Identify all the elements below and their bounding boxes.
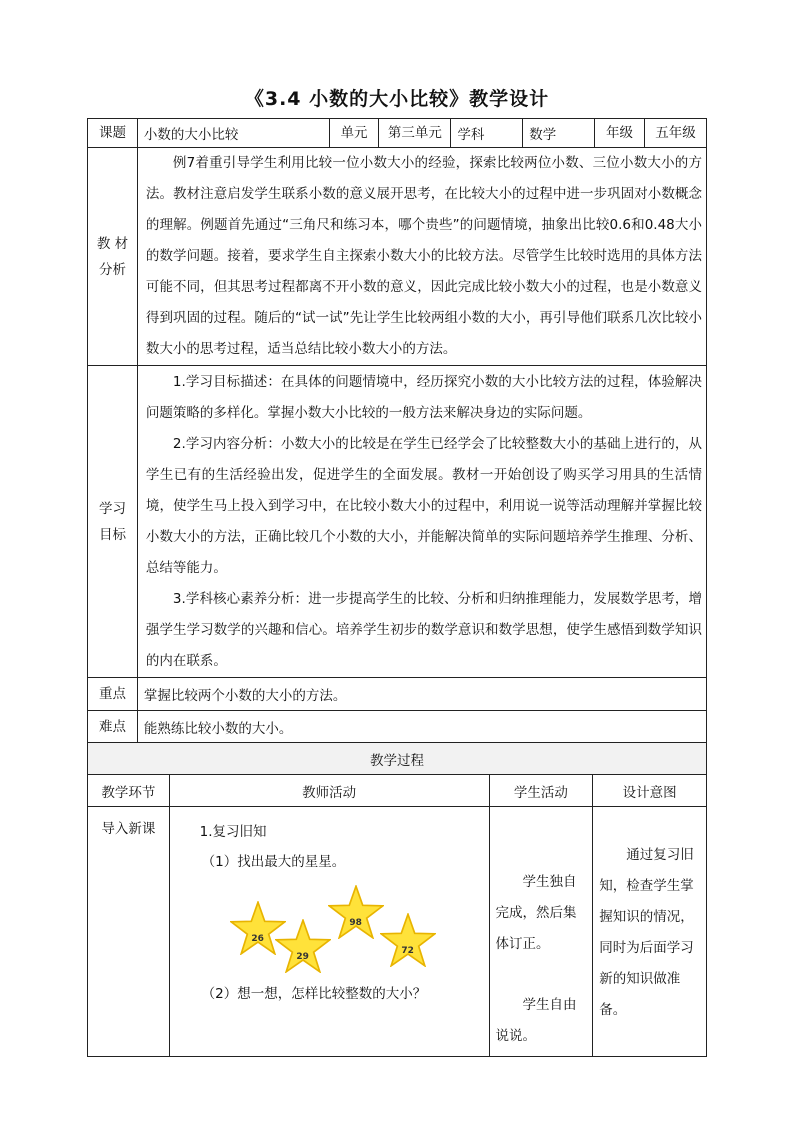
analysis-cell [137, 148, 706, 366]
col-teacher: 教师活动 [169, 775, 489, 807]
star-98[interactable] [328, 885, 384, 939]
subject-value: 数学 [523, 119, 595, 148]
teacher-cell [169, 807, 489, 1057]
difficulty-label: 难点 [88, 711, 138, 743]
analysis-label: 教 材 分析 [88, 148, 138, 366]
col-student: 学生活动 [489, 775, 593, 807]
goals-row [88, 366, 707, 678]
goals-cell [137, 366, 706, 678]
process-columns-row [88, 775, 707, 807]
topic-label: 课题 [88, 119, 138, 148]
topic-value: 小数的大小比较 [137, 119, 329, 148]
intent-cell: 通过复习旧知，检查学生掌握知识的情况，同时为后面学习新的知识做准备。 [593, 807, 707, 1057]
review-heading: 1.复习旧知 [199, 824, 267, 840]
stars-figure [230, 885, 450, 975]
student-activity-1: 学生独自完成，然后集体订正。 [495, 874, 577, 952]
stage-cell: 导入新课 [88, 807, 170, 1057]
difficulty-row [88, 711, 707, 743]
col-stage: 教学环节 [88, 775, 170, 807]
subject-label: 学科 [451, 119, 523, 148]
star-number: 26 [251, 934, 264, 944]
goal-paragraph-3: 3.学科核心素养分析：进一步提高学生的比较、分析和归纳推理能力，发展数学思考，增强学生学习数学的兴趣和信心。培养学生初步的数学意识和数学思想，使学生感悟到数学知识的内在联系。 [145, 590, 702, 669]
goal-paragraph-2: 2.学习内容分析：小数大小的比较是在学生已经学会了比较整数大小的基础上进行的，从学生已有的生活经验出发，促进学生的全面发展。教材一开始创设了购买学习用具的生活情境，使学生马上投入到学习中，在比较小数大小的过程中，利用说一说等活动理解并掌握比较小数大小的方法，正确比较几个小数的大小，并能解决简单的实际问题培养学生推理、分析、总结等能力。 [145, 435, 702, 576]
goal-paragraph-1: 1.学习目标描述：在具体的问题情境中，经历探究小数的大小比较方法的过程，体验解决问题策略的多样化。掌握小数大小比较的一般方法来解决身边的实际问题。 [145, 373, 702, 421]
intro-row [88, 807, 707, 1057]
goals-label: 学习 目标 [88, 366, 138, 678]
unit-value: 第三单元 [379, 119, 451, 148]
analysis-row [88, 148, 707, 366]
star-72[interactable] [380, 913, 436, 967]
process-table [87, 742, 707, 1057]
key-point-row [88, 678, 707, 711]
find-star-question: （1）找出最大的星星。 [201, 854, 346, 870]
student-activity-2: 学生自由说说。 [495, 997, 577, 1044]
info-row [88, 119, 707, 148]
col-intent: 设计意图 [593, 775, 707, 807]
document-title: 《3.4 小数的大小比较》教学设计 [244, 88, 550, 110]
compare-integers-question: （2）想一想，怎样比较整数的大小？ [201, 986, 427, 1002]
star-number: 72 [401, 946, 414, 956]
grade-label: 年级 [595, 119, 645, 148]
unit-label: 单元 [329, 119, 379, 148]
student-cell [489, 807, 593, 1057]
star-number: 98 [349, 918, 362, 928]
star-29[interactable] [275, 919, 331, 973]
key-point-label: 重点 [88, 678, 138, 711]
analysis-text: 例7着重引导学生利用比较一位小数大小的经验，探索比较两位小数、三位小数大小的方法。教材注意启发学生联系小数的意义展开思考，在比较大小的过程中进一步巩固对小数概念的理解。例题首先通过“三角尺和练习本，哪个贵些”的问题情境，抽象出比较0.6和0.48大小的数学问题。接着，要求学生自主探索小数大小的比较方法。尽管学生比较时选用的具体方法可能不同，但其思考过程都离不开小数的意义，因此完成比较小数大小的过程，也是小数意义得到巩固的过程。随后的“试一试”先让学生比较两组小数的大小，再引导他们联系几次比较小数大小的思考过程，适当总结比较小数大小的方法。 [145, 155, 702, 357]
process-header-row [88, 743, 707, 775]
star-number: 29 [296, 952, 309, 962]
lesson-info-table [87, 118, 707, 743]
grade-value: 五年级 [645, 119, 707, 148]
process-header: 教学过程 [88, 743, 707, 775]
difficulty-text: 能熟练比较小数的大小。 [137, 711, 706, 743]
key-point-text: 掌握比较两个小数的大小的方法。 [137, 678, 706, 711]
